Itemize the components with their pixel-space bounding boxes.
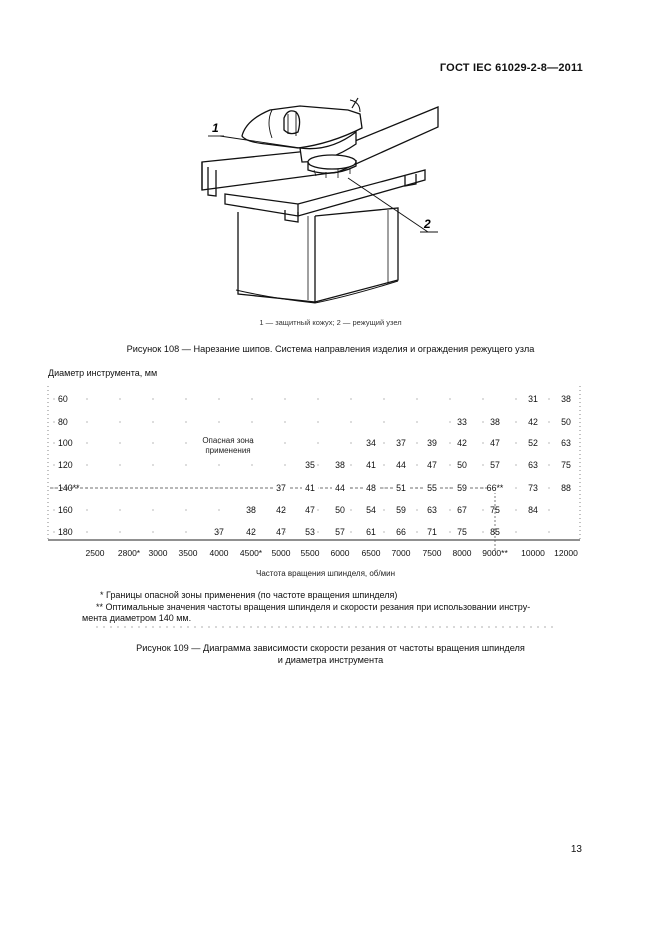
table-cell: 63 [427, 505, 437, 515]
grid-dot [185, 421, 186, 422]
grid-dot [119, 531, 120, 532]
column-label: 9000** [482, 548, 508, 558]
table-cell: 59 [457, 483, 467, 493]
grid-dot [53, 442, 54, 443]
column-label: 3500 [178, 548, 198, 558]
table-cell: 38 [246, 505, 256, 515]
column-label: 2500 [85, 548, 105, 558]
grid-dot [416, 421, 417, 422]
table-cell: 33 [457, 417, 467, 427]
grid-dot [185, 464, 186, 465]
row-label: 180 [58, 527, 73, 537]
table-cell: 57 [490, 460, 500, 470]
table-cell: 66 [396, 527, 406, 537]
notes-separator [96, 625, 556, 629]
column-label: 7500 [422, 548, 442, 558]
table-cell: 75 [490, 505, 500, 515]
figure-108-legend: 1 — защитный кожух; 2 — режущий узел [259, 318, 402, 327]
page-number: 13 [570, 844, 582, 855]
table-cell: 52 [528, 438, 538, 448]
table-cell: 71 [427, 527, 437, 537]
grid-dot [317, 531, 318, 532]
figure-109-caption: Рисунок 109 — Диаграмма зависимости скорости резания от частоты вращения шпинделя [136, 643, 525, 653]
grid-dot [53, 421, 54, 422]
right-column [315, 208, 398, 302]
grid-dot [350, 442, 351, 443]
grid-dot [53, 487, 54, 488]
grid-dot [284, 421, 285, 422]
column-label: 10000 [521, 548, 545, 558]
grid-dot [185, 531, 186, 532]
figure-108-caption: Рисунок 108 — Нарезание шипов. Система направления изделия и ограждения режущего узла [126, 344, 535, 354]
grid-dot [119, 442, 120, 443]
table-cell: 44 [335, 483, 345, 493]
table-cell: 38 [335, 460, 345, 470]
grid-dot [515, 464, 516, 465]
callout-2-label: 2 [424, 217, 431, 231]
table-cell: 31 [528, 394, 538, 404]
row-label: 140** [58, 483, 80, 493]
grid-dot [185, 398, 186, 399]
table-cell: 41 [366, 460, 376, 470]
table-cell: 73 [528, 483, 538, 493]
row-label: 60 [58, 394, 68, 404]
grid-dot [449, 421, 450, 422]
danger-zone-label: Опасная зона [202, 436, 254, 445]
grid-dot [218, 509, 219, 510]
table-cell: 50 [457, 460, 467, 470]
table-cell: 42 [276, 505, 286, 515]
y-axis-label: Диаметр инструмента, мм [48, 368, 158, 378]
grid-dot [416, 531, 417, 532]
table-cell: 34 [366, 438, 376, 448]
grid-dot [548, 398, 549, 399]
danger-zone-label-2: применения [205, 446, 251, 455]
row-label: 100 [58, 438, 73, 448]
grid-dot [86, 509, 87, 510]
grid-dot [152, 421, 153, 422]
table-cell: 75 [561, 460, 571, 470]
grid-dot [152, 442, 153, 443]
grid-dot [449, 531, 450, 532]
table-cell: 67 [457, 505, 467, 515]
grid-dot [416, 442, 417, 443]
grid-dot [251, 398, 252, 399]
grid-dot [350, 509, 351, 510]
grid-dot [449, 464, 450, 465]
table-cell: 63 [528, 460, 538, 470]
table-cell: 84 [528, 505, 538, 515]
grid-dot [218, 421, 219, 422]
grid-dot [86, 442, 87, 443]
column-label: 6000 [330, 548, 350, 558]
table-cell: 53 [305, 527, 315, 537]
row-label: 80 [58, 417, 68, 427]
grid-dot [515, 509, 516, 510]
cutting-speed-table [40, 382, 600, 568]
table-cell: 41 [305, 483, 315, 493]
grid-dot [350, 464, 351, 465]
grid-dot [482, 442, 483, 443]
grid-dot [383, 531, 384, 532]
column-label: 8000 [452, 548, 472, 558]
grid-dot [515, 487, 516, 488]
grid-dot [317, 398, 318, 399]
table-cell: 75 [457, 527, 467, 537]
grid-dot [251, 421, 252, 422]
grid-dot [251, 464, 252, 465]
row-label: 160 [58, 505, 73, 515]
column-label: 7000 [391, 548, 411, 558]
table-cell: 50 [561, 417, 571, 427]
column-label: 12000 [554, 548, 578, 558]
grid-dot [317, 421, 318, 422]
table-cell: 48 [366, 483, 376, 493]
footnote-2-cont: мента диаметром 140 мм. [82, 613, 192, 623]
grid-dot [218, 398, 219, 399]
table-cell: 44 [396, 460, 406, 470]
grid-dot [515, 442, 516, 443]
grid-dot [548, 464, 549, 465]
grid-dot [218, 464, 219, 465]
column-label: 2800* [117, 548, 141, 558]
table-cell: 47 [490, 438, 500, 448]
document-standard-header: ГОСТ IEC 61029-2-8—2011 [439, 62, 583, 74]
grid-dot [416, 464, 417, 465]
table-cell: 85 [490, 527, 500, 537]
grid-dot [119, 421, 120, 422]
table-cell: 54 [366, 505, 376, 515]
table-cell: 42 [457, 438, 467, 448]
grid-dot [119, 464, 120, 465]
grid-dot [449, 442, 450, 443]
grid-dot [53, 531, 54, 532]
column-label: 3000 [148, 548, 168, 558]
table-cell: 37 [396, 438, 406, 448]
table-cell: 55 [427, 483, 437, 493]
grid-dot [86, 398, 87, 399]
table-cell: 66** [486, 483, 504, 493]
grid-dot [548, 421, 549, 422]
grid-dot [317, 509, 318, 510]
grid-dot [482, 464, 483, 465]
grid-dot [482, 398, 483, 399]
grid-dot [449, 509, 450, 510]
grid-dot [53, 398, 54, 399]
grid-dot [185, 509, 186, 510]
column-label: 5000 [271, 548, 291, 558]
grid-dot [350, 531, 351, 532]
grid-dot [86, 464, 87, 465]
grid-dot [383, 421, 384, 422]
grid-dot [449, 398, 450, 399]
table-cell: 39 [427, 438, 437, 448]
table-cell: 50 [335, 505, 345, 515]
figure-109-caption-line2: и диаметра инструмента [277, 655, 384, 665]
grid-dot [53, 464, 54, 465]
footnote-2: ** Оптимальные значения частоты вращения шпинделя и скорости резания при использовании инстру- [96, 602, 531, 612]
grid-dot [284, 464, 285, 465]
table-cell: 88 [561, 483, 571, 493]
table-cell: 59 [396, 505, 406, 515]
table-cell: 47 [305, 505, 315, 515]
grid-dot [86, 531, 87, 532]
table-cell: 42 [528, 417, 538, 427]
grid-dot [86, 421, 87, 422]
table-cell: 37 [214, 527, 224, 537]
grid-dot [482, 421, 483, 422]
grid-dot [548, 487, 549, 488]
grid-dot [416, 398, 417, 399]
grid-dot [284, 398, 285, 399]
grid-dot [548, 531, 549, 532]
grid-dot [383, 442, 384, 443]
footnote-1: * Границы опасной зоны применения (по частоте вращения шпинделя) [100, 590, 398, 600]
grid-dot [119, 509, 120, 510]
grid-dot [152, 398, 153, 399]
column-label: 4000 [209, 548, 229, 558]
table-cell: 47 [427, 460, 437, 470]
grid-dot [482, 509, 483, 510]
grid-dot [383, 398, 384, 399]
table-cell: 38 [561, 394, 571, 404]
grid-dot [53, 509, 54, 510]
grid-dot [548, 442, 549, 443]
table-cell: 37 [276, 483, 286, 493]
x-axis-label: Частота вращения шпинделя, об/мин [256, 569, 395, 578]
grid-dot [152, 509, 153, 510]
column-label: 5500 [300, 548, 320, 558]
grid-dot [383, 487, 384, 488]
grid-dot [482, 531, 483, 532]
grid-dot [350, 398, 351, 399]
table-cell: 35 [305, 460, 315, 470]
grid-dot [218, 487, 219, 488]
column-label: 6500 [361, 548, 381, 558]
column-label: 4500* [239, 548, 263, 558]
grid-dot [284, 442, 285, 443]
table-cell: 61 [366, 527, 376, 537]
column-base [236, 281, 398, 303]
table-cell: 57 [335, 527, 345, 537]
grid-dot [383, 464, 384, 465]
grid-dot [119, 398, 120, 399]
table-cell: 42 [246, 527, 256, 537]
grid-dot [317, 464, 318, 465]
grid-dot [515, 531, 516, 532]
table-cell: 47 [276, 527, 286, 537]
grid-dot [515, 398, 516, 399]
table-cell: 63 [561, 438, 571, 448]
grid-dot [383, 509, 384, 510]
grid-dot [185, 442, 186, 443]
grid-dot [152, 464, 153, 465]
row-label: 120 [58, 460, 73, 470]
grid-dot [548, 509, 549, 510]
callout-1-label: 1 [212, 121, 219, 135]
tenoning-machine-drawing [180, 92, 460, 310]
grid-dot [416, 509, 417, 510]
table-cell: 38 [490, 417, 500, 427]
left-column [238, 212, 315, 302]
grid-dot [317, 442, 318, 443]
grid-dot [515, 421, 516, 422]
table-cell: 51 [396, 483, 406, 493]
grid-dot [350, 421, 351, 422]
grid-dot [152, 531, 153, 532]
